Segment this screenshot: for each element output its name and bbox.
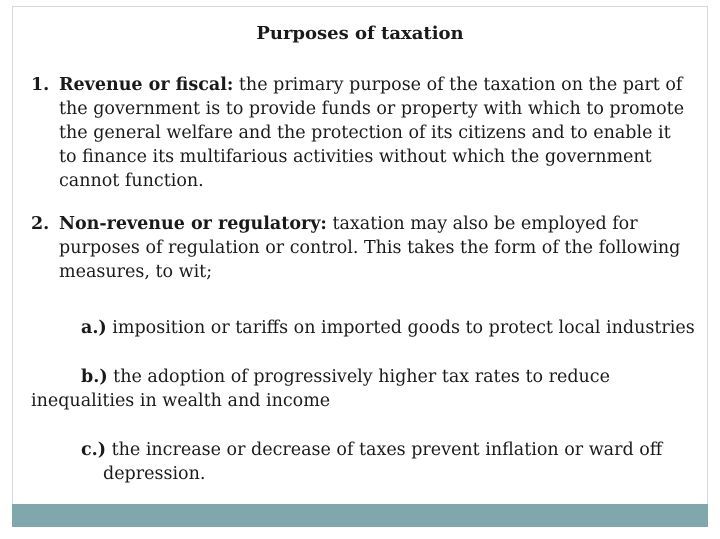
list-item-regulatory	[31, 212, 691, 284]
list-text: taxation may also be employed for	[326, 214, 638, 234]
sub-item-a	[81, 316, 701, 340]
list-text-continued: purposes of regulation or control. This takes the form of the following measures, to wit;	[59, 238, 681, 282]
footer-bar	[12, 504, 708, 527]
sub-item-text: imposition or tariffs on imported goods to protect local industries	[106, 318, 695, 338]
sub-item-text-continued: inequalities in wealth and income	[31, 391, 331, 411]
sub-item-text: the increase or decrease of taxes prevent inflation or ward off	[106, 440, 663, 460]
list-item-first-line	[31, 212, 691, 236]
list-heading: Revenue or fiscal:	[59, 75, 234, 95]
sub-item-b	[31, 365, 691, 413]
list-number: 2.	[31, 214, 50, 234]
list-text: the primary purpose of the taxation on the part of	[233, 75, 683, 95]
sub-item-text: the adoption of progressively higher tax rates to reduce	[107, 367, 610, 387]
sub-item-letter: a.)	[81, 318, 107, 338]
list-item-revenue	[31, 73, 691, 193]
list-item-first-line	[31, 73, 691, 97]
slide-title: Purposes of taxation	[256, 23, 464, 44]
sub-item-first-line	[31, 365, 691, 389]
slide	[12, 6, 708, 527]
sub-item-c	[81, 438, 701, 486]
list-text-continued: the government is to provide funds or property with which to promote the general welfare and the protection of its citizens and to enable it to finance its multifarious activities without which the government cannot function.	[59, 99, 685, 191]
sub-item-letter: c.)	[81, 440, 107, 460]
list-heading: Non-revenue or regulatory:	[59, 214, 327, 234]
list-number: 1.	[31, 75, 50, 95]
sub-item-letter: b.)	[81, 367, 108, 387]
sub-item-first-line	[81, 440, 662, 460]
sub-item-text-continued: depression.	[103, 464, 206, 484]
